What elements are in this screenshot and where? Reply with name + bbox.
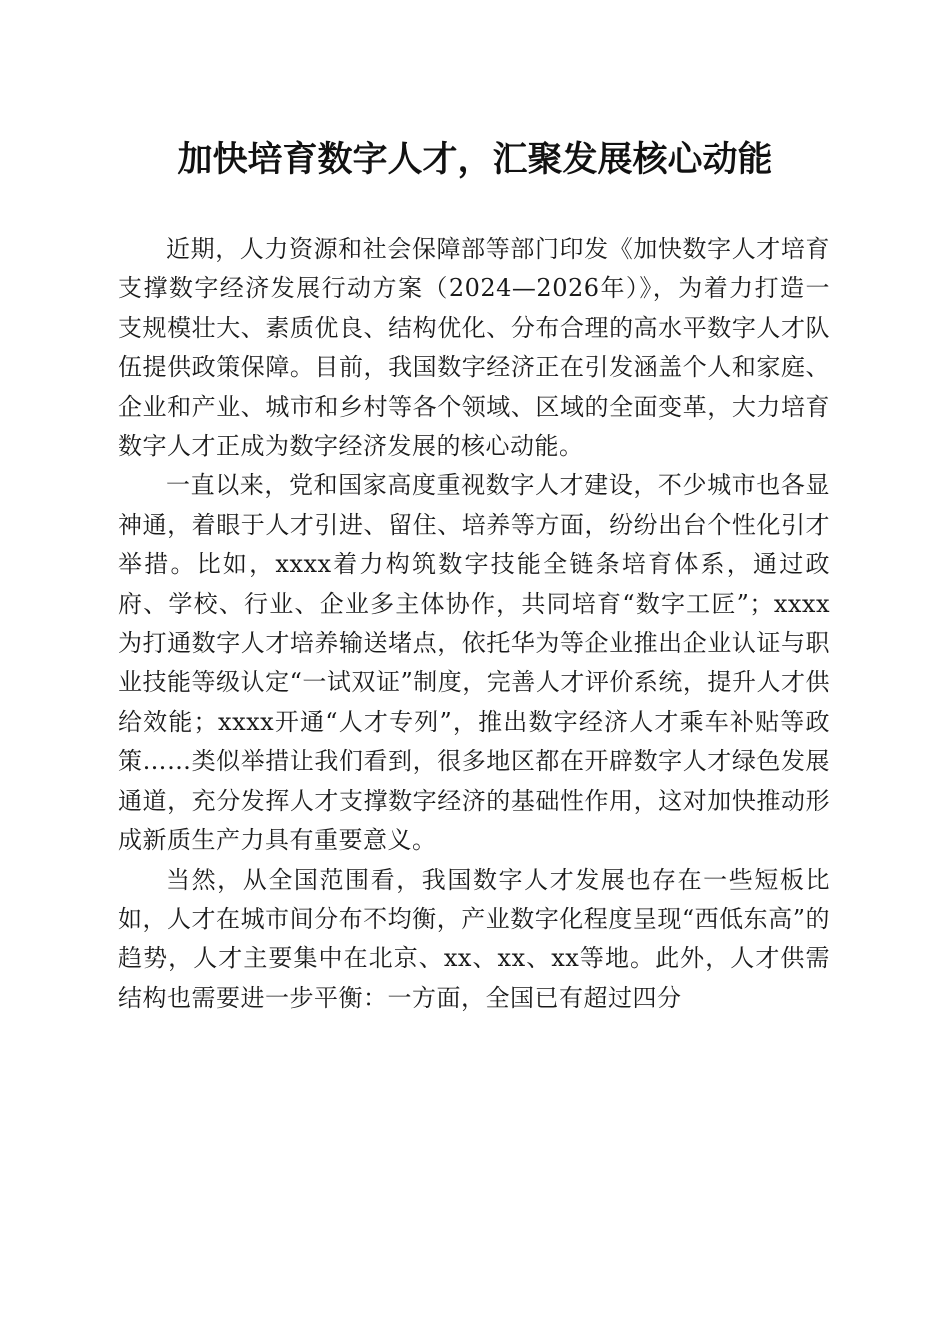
paragraph-2: 一直以来，党和国家高度重视数字人才建设，不少城市也各显神通，着眼于人才引进、留住、培养等方面，纷纷出台个性化引才举措。比如，xxxx着力构筑数字技能全链条培育体系，通过政府、学校、行业、企业多主体协作，共同培育“数字工匠”；xxxx为打通数字人才培养输送堵点，依托华为等企业推出企业认证与职业技能等级认定“一试双证”制度，完善人才评价系统，提升人才供给效能；xxxx开通“人才专列”，推出数字经济人才乘车补贴等政策……类似举措让我们看到，很多地区都在开辟数字人才绿色发展通道，充分发挥人才支撑数字经济的基础性作用，这对加快推动形成新质生产力具有重要意义。 <box>118 471 830 855</box>
paragraph-1: 近期，人力资源和社会保障部等部门印发《加快数字人才培育支撑数字经济发展行动方案（2024—2026年）》，为着力打造一支规模壮大、素质优良、结构优化、分布合理的高水平数字人才队伍提供政策保障。目前，我国数字经济正在引发涵盖个人和家庭、企业和产业、城市和乡村等各个领域、区域的全面变革，大力培育数字人才正成为数字经济发展的核心动能。 <box>118 235 830 461</box>
document-body <box>118 230 830 1018</box>
document-title: 加快培育数字人才，汇聚发展核心动能 <box>177 139 773 180</box>
paragraph-3: 当然，从全国范围看，我国数字人才发展也存在一些短板比如，人才在城市间分布不均衡，产业数字化程度呈现“西低东高”的趋势，人才主要集中在北京、xx、xx、xx等地。此外，人才供需结构也需要进一步平衡：一方面，全国已有超过四分 <box>118 865 830 1012</box>
